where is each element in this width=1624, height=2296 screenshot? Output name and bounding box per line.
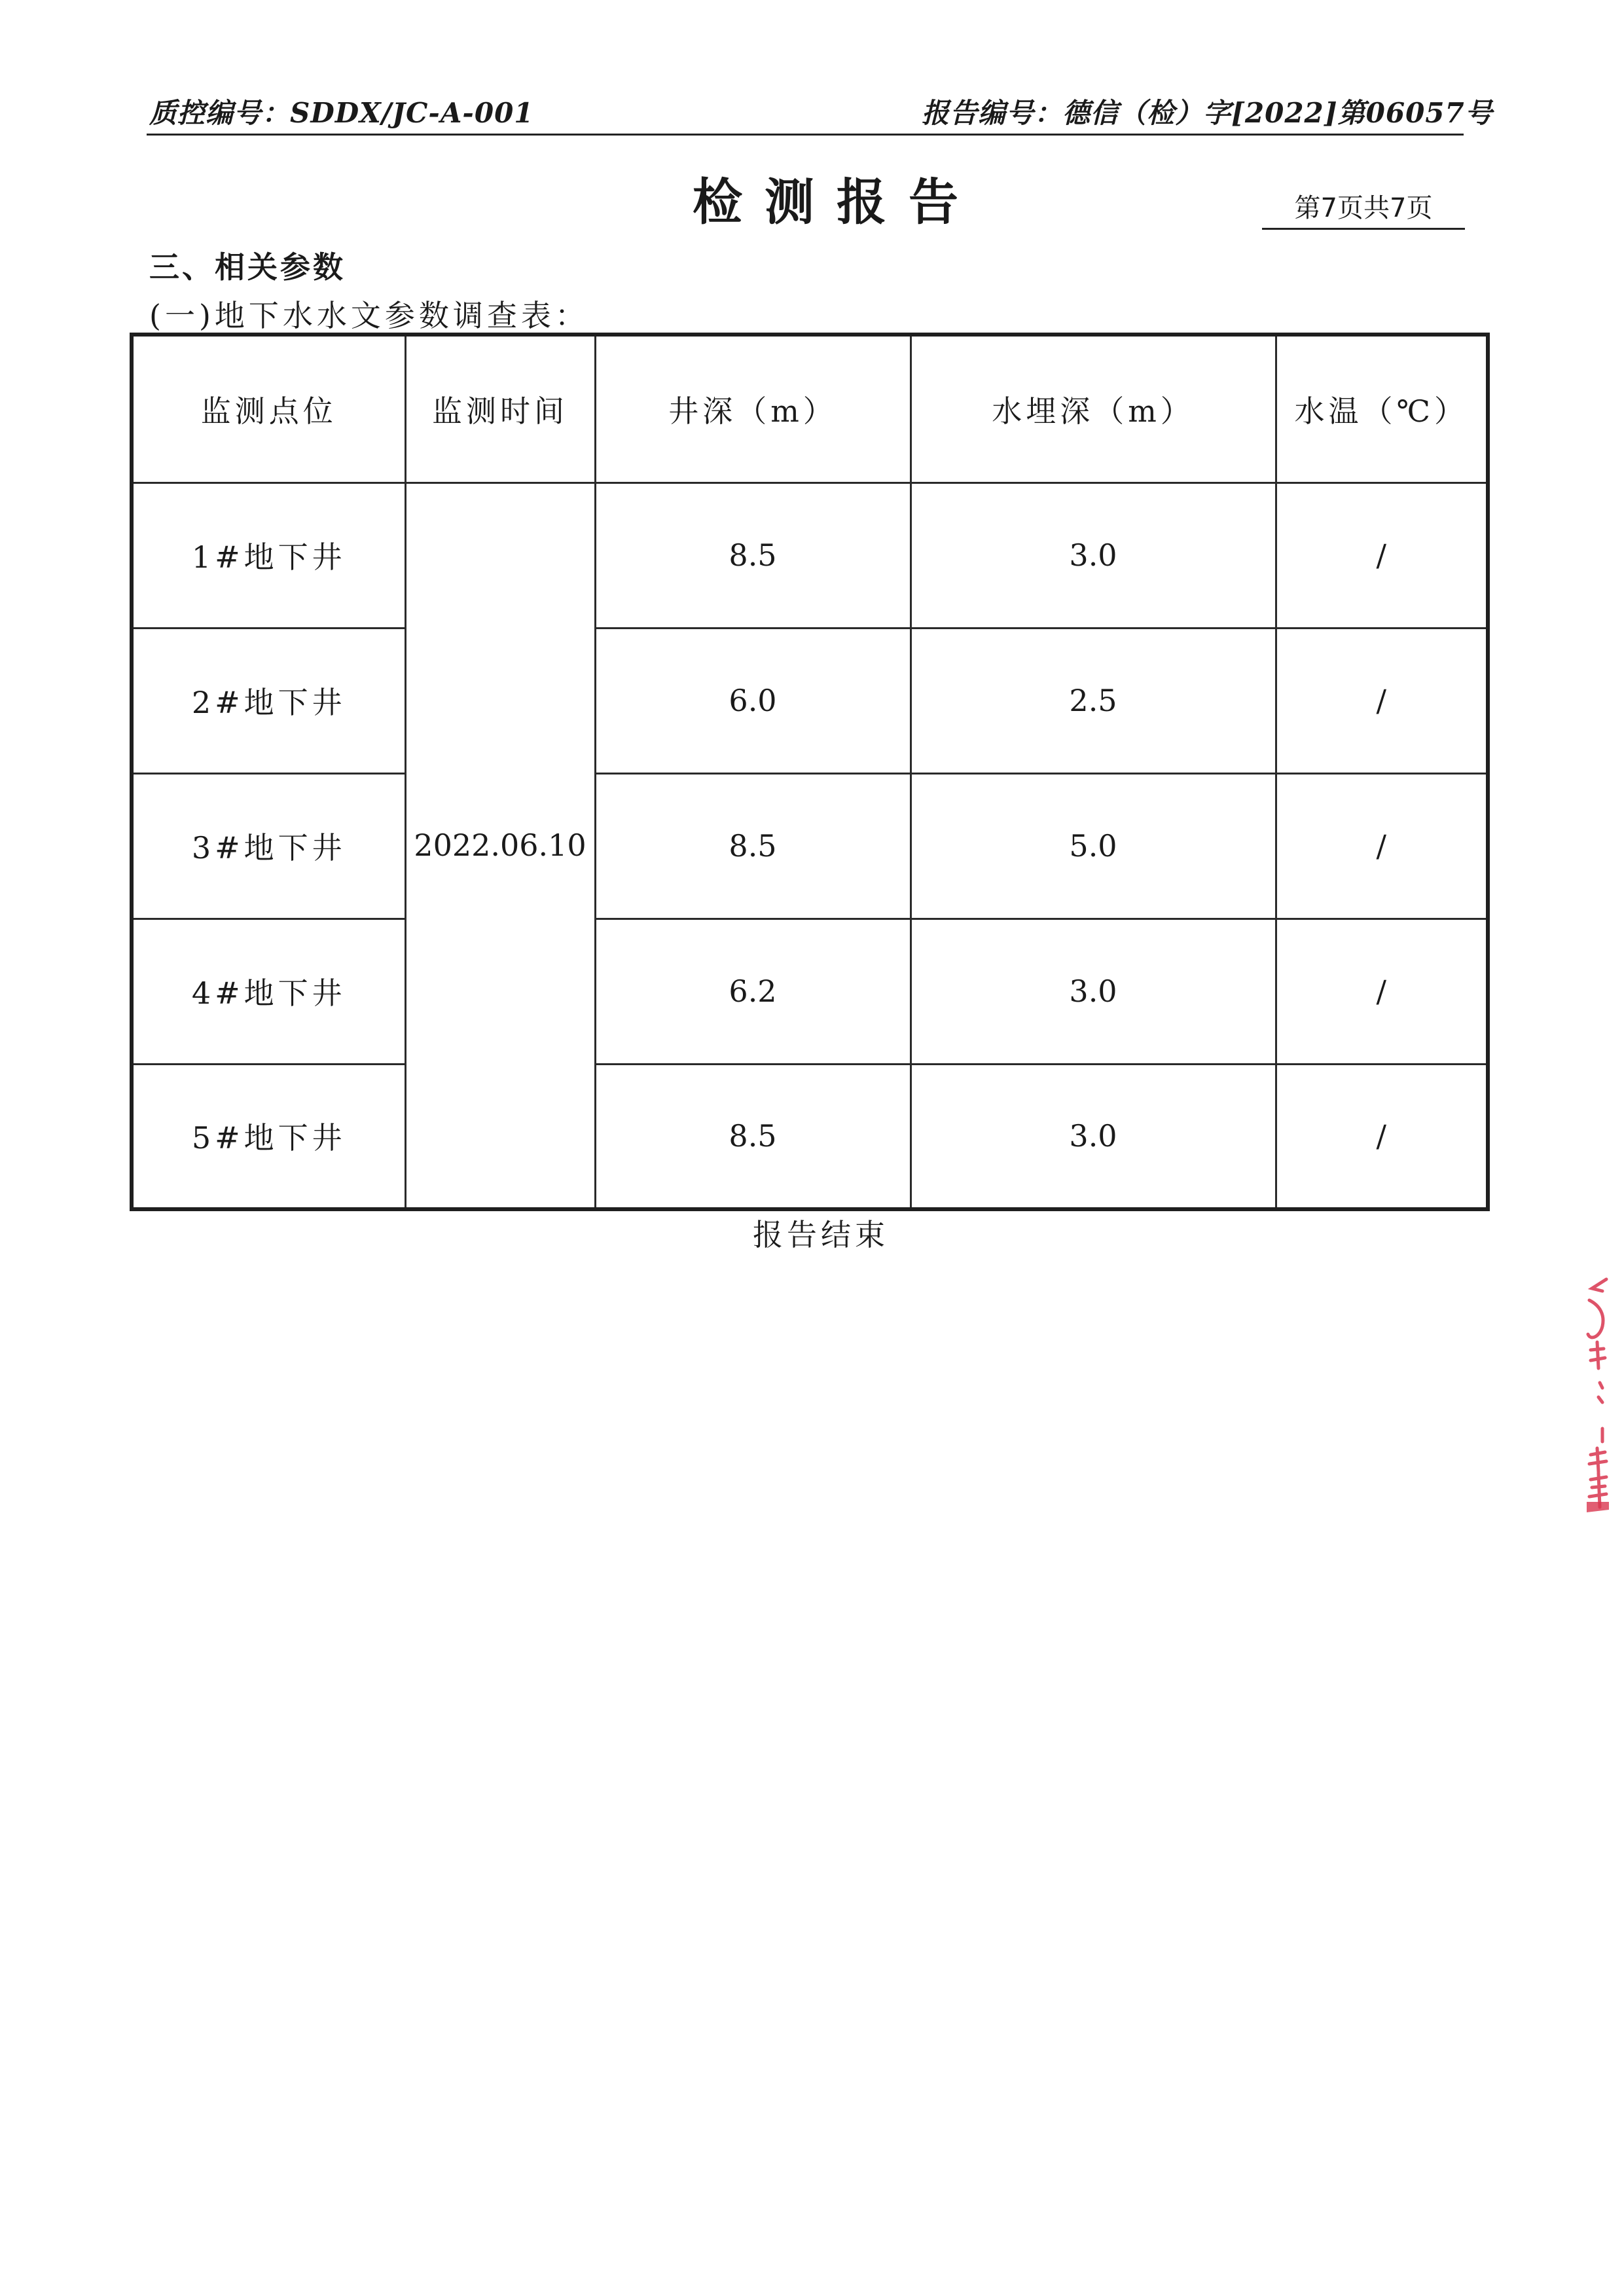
table-caption: (一)地下水水文参数调查表： — [149, 298, 589, 333]
well-depth-cell: 6.2 — [595, 919, 911, 1064]
site-cell: 1#地下井 — [132, 483, 405, 628]
water-temp-cell: / — [1276, 919, 1488, 1064]
document-title: 检测报告 — [693, 173, 981, 231]
water-depth-cell: 3.0 — [911, 919, 1276, 1064]
table-header-row — [132, 335, 1488, 483]
table-row — [132, 483, 1488, 628]
well-depth-cell: 6.0 — [595, 628, 911, 773]
water-temp-cell: / — [1276, 483, 1488, 628]
water-temp-cell: / — [1276, 1064, 1488, 1209]
date-cell: 2022.06.10 — [405, 483, 595, 1209]
site-cell: 2#地下井 — [132, 628, 405, 773]
water-temp-cell: / — [1276, 773, 1488, 919]
header-well-depth: 井深（m） — [595, 335, 911, 483]
page-indicator: 第7页共7页 — [1294, 193, 1433, 223]
header-divider — [147, 134, 1464, 136]
table-row — [132, 628, 1488, 773]
report-number: 报告编号：德信（检）字[2022]第06057号 — [922, 97, 1493, 129]
table-row — [132, 773, 1488, 919]
water-depth-cell: 2.5 — [911, 628, 1276, 773]
water-depth-cell: 3.0 — [911, 483, 1276, 628]
groundwater-params-table — [130, 333, 1490, 1211]
report-end-note: 报告结束 — [753, 1217, 889, 1252]
section-heading: 三、相关参数 — [149, 249, 346, 285]
seal-stamp-icon — [1583, 1277, 1613, 1552]
well-depth-cell: 8.5 — [595, 1064, 911, 1209]
header-site: 监测点位 — [132, 335, 405, 483]
well-depth-cell: 8.5 — [595, 773, 911, 919]
site-cell: 3#地下井 — [132, 773, 405, 919]
qc-number: 质控编号：SDDX/JC-A-001 — [149, 97, 534, 129]
site-cell: 4#地下井 — [132, 919, 405, 1064]
page-indicator-underline — [1262, 228, 1465, 230]
header-time: 监测时间 — [405, 335, 595, 483]
site-cell: 5#地下井 — [132, 1064, 405, 1209]
water-depth-cell: 5.0 — [911, 773, 1276, 919]
table-row — [132, 919, 1488, 1064]
table-row — [132, 1064, 1488, 1209]
water-temp-cell: / — [1276, 628, 1488, 773]
header-water-depth: 水埋深（m） — [911, 335, 1276, 483]
water-depth-cell: 3.0 — [911, 1064, 1276, 1209]
well-depth-cell: 8.5 — [595, 483, 911, 628]
header-water-temp: 水温（℃） — [1276, 335, 1488, 483]
